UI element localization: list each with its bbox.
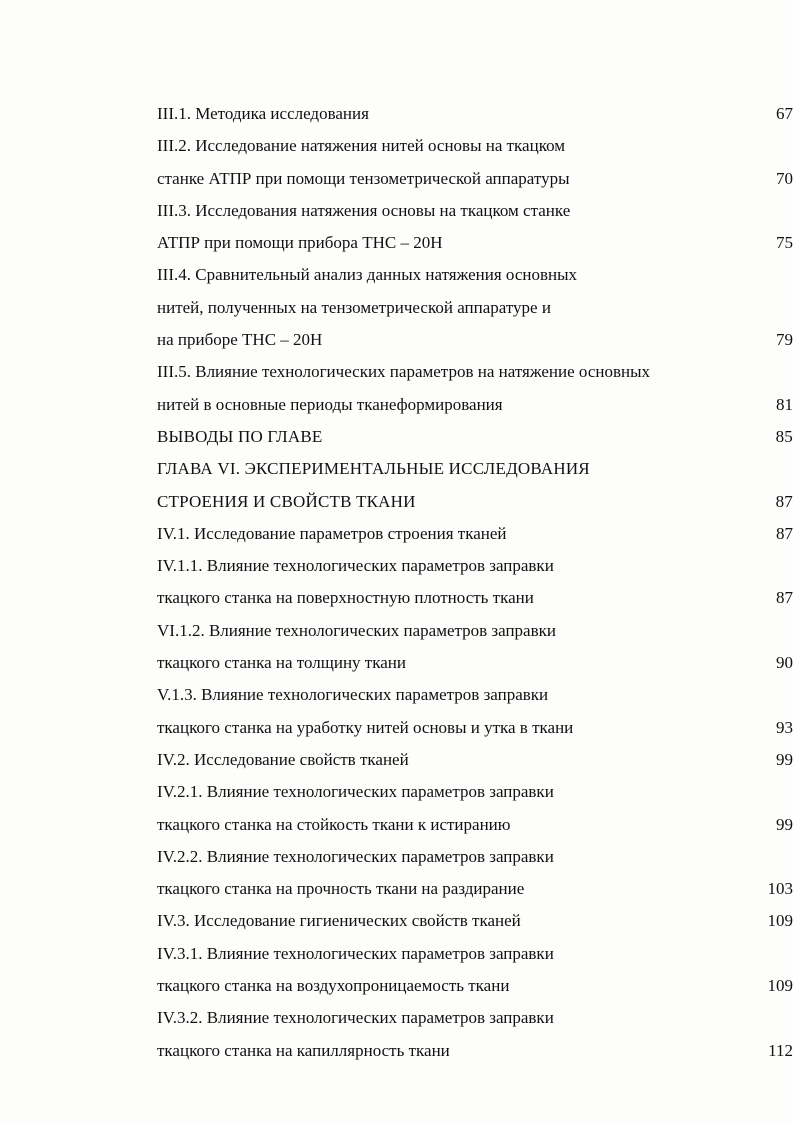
toc-entry-text: АТПР при помощи прибора ТНС – 20Н [157, 233, 443, 253]
toc-line [157, 324, 793, 356]
toc-line [157, 518, 793, 550]
toc-page-number: 99 [776, 814, 793, 834]
toc-page-number: 79 [776, 330, 793, 350]
toc-line [157, 421, 793, 453]
toc-line [157, 905, 793, 937]
toc-page-number: 85 [775, 426, 793, 446]
toc-entry-text: СТРОЕНИЯ И СВОЙСТВ ТКАНИ [157, 491, 416, 511]
toc-line [157, 970, 793, 1002]
toc-line [157, 98, 793, 130]
toc-line [157, 259, 793, 291]
toc-line [157, 1035, 793, 1067]
toc-line [157, 841, 793, 873]
toc-entry-text: ткацкого станка на прочность ткани на раздирание [157, 879, 525, 899]
toc-entry-text: VI.1.2. Влияние технологических параметров заправки [157, 620, 556, 640]
toc-line [157, 130, 793, 162]
toc-entry-text: III.3. Исследования натяжения основы на ткацком станке [157, 200, 571, 220]
toc-line [157, 582, 793, 614]
toc-entry-text: IV.3. Исследование гигиенических свойств тканей [157, 911, 521, 931]
table-of-contents [157, 98, 793, 1067]
toc-entry-text: ткацкого станка на стойкость ткани к истиранию [157, 814, 511, 834]
toc-entry-text: IV.1.1. Влияние технологических параметров заправки [157, 556, 554, 576]
toc-entry-text: на приборе ТНС – 20Н [157, 330, 323, 350]
toc-line [157, 292, 793, 324]
toc-line [157, 712, 793, 744]
toc-entry-text: ткацкого станка на уработку нитей основы и утка в ткани [157, 717, 574, 737]
toc-entry-text: III.2. Исследование натяжения нитей основы на ткацком [157, 136, 566, 156]
toc-line [157, 744, 793, 776]
toc-entry-text: ткацкого станка на воздухопроницаемость ткани [157, 976, 510, 996]
toc-line [157, 873, 793, 905]
toc-page-number: 90 [776, 653, 793, 673]
toc-page-number: 87 [776, 523, 793, 543]
toc-line [157, 195, 793, 227]
toc-entry-text: IV.1. Исследование параметров строения тканей [157, 523, 507, 543]
toc-line [157, 647, 793, 679]
toc-line [157, 356, 793, 388]
toc-page-number: 87 [775, 491, 793, 511]
toc-line [157, 938, 793, 970]
toc-entry-text: IV.2.1. Влияние технологических параметров заправки [157, 782, 554, 802]
toc-page-number: 75 [776, 233, 793, 253]
toc-entry-text: станке АТПР при помощи тензометрической аппаратуры [157, 168, 570, 188]
toc-line [157, 227, 793, 259]
toc-entry-text: V.1.3. Влияние технологических параметров заправки [157, 685, 549, 705]
toc-entry-text: III.5. Влияние технологических параметров на натяжение основных [157, 362, 651, 382]
toc-page-number: 103 [767, 879, 793, 899]
toc-page-number: 93 [776, 717, 793, 737]
toc-page-number: 109 [767, 911, 793, 931]
toc-entry-text: ткацкого станка на капиллярность ткани [157, 1040, 450, 1060]
toc-entry-text: ткацкого станка на толщину ткани [157, 653, 406, 673]
toc-page-number: 99 [776, 749, 793, 769]
toc-entry-text: IV.2.2. Влияние технологических параметров заправки [157, 846, 554, 866]
toc-line [157, 453, 793, 485]
toc-entry-text: IV.2. Исследование свойств тканей [157, 749, 409, 769]
toc-entry-text: IV.3.2. Влияние технологических параметров заправки [157, 1008, 554, 1028]
toc-entry-text: III.1. Методика исследования [157, 104, 369, 123]
toc-line [157, 776, 793, 808]
toc-entry-text: ВЫВОДЫ ПО ГЛАВЕ [157, 426, 323, 446]
toc-line [157, 486, 793, 518]
toc-entry-text: нитей в основные периоды тканеформирования [157, 394, 503, 414]
toc-entry-text: нитей, полученных на тензометрической аппаратуре и [157, 297, 551, 317]
toc-line [157, 163, 793, 195]
toc-line [157, 550, 793, 582]
toc-entry-text: ГЛАВА VI. ЭКСПЕРИМЕНТАЛЬНЫЕ ИССЛЕДОВАНИЯ [157, 459, 590, 479]
toc-page-number: 109 [767, 976, 793, 996]
toc-page-number: 81 [776, 394, 793, 414]
toc-entry-text: III.4. Сравнительный анализ данных натяжения основных [157, 265, 578, 285]
toc-entry-text: IV.3.1. Влияние технологических параметров заправки [157, 943, 554, 963]
toc-line [157, 809, 793, 841]
toc-entry-text: ткацкого станка на поверхностную плотность ткани [157, 588, 534, 608]
toc-page-number: 112 [768, 1040, 793, 1060]
toc-line [157, 679, 793, 711]
toc-line [157, 615, 793, 647]
toc-line [157, 389, 793, 421]
toc-line [157, 1002, 793, 1034]
toc-page-number: 70 [776, 168, 793, 188]
toc-page-number: 67 [776, 104, 793, 123]
toc-page-number: 87 [776, 588, 793, 608]
